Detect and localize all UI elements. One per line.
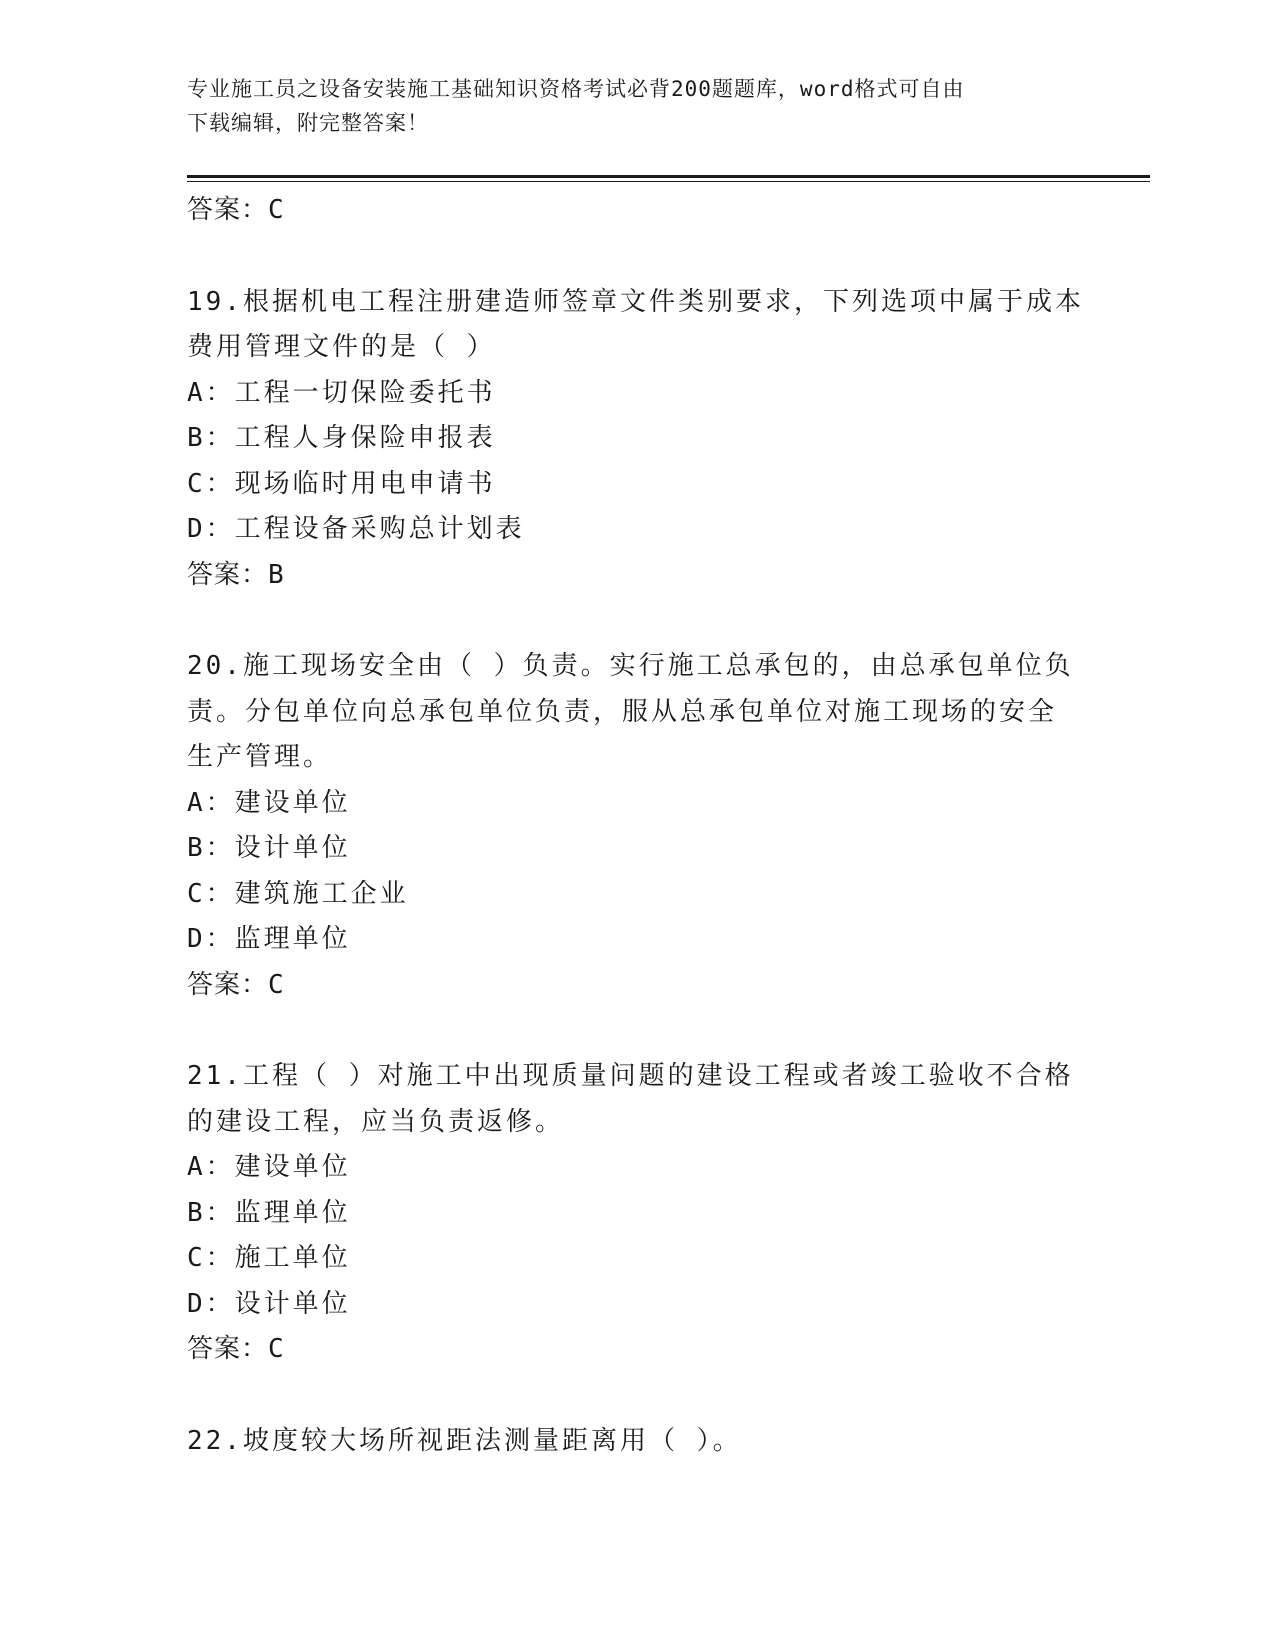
question-19: [187, 280, 1087, 599]
answer: 答案：C: [187, 969, 285, 1000]
option-a: A：工程一切保险委托书: [187, 377, 496, 408]
header-divider-thin: [187, 181, 1150, 182]
question-text-line: 20.施工现场安全由（ ）负责。实行施工总承包的，由总承包单位负: [187, 651, 1074, 681]
document-header: [187, 72, 1087, 140]
spacer: [187, 1373, 1087, 1419]
question-list: [187, 188, 1087, 1464]
question-20: [187, 644, 1087, 1008]
header-divider-thick: [187, 175, 1150, 178]
spacer: [187, 1008, 1087, 1054]
question-text-line: 21.工程（ ）对施工中出现质量问题的建设工程或者竣工验收不合格: [187, 1061, 1074, 1091]
option-d: D：监理单位: [187, 924, 351, 954]
question-22: [187, 1419, 1087, 1465]
previous-answer: 答案：C: [187, 195, 285, 225]
header-line-2: 下载编辑，附完整答案！: [187, 111, 429, 135]
header-line-1: 专业施工员之设备安装施工基础知识资格考试必背200题题库，word格式可自由: [187, 77, 965, 101]
option-b: B：监理单位: [187, 1197, 351, 1228]
option-b: B：工程人身保险申报表: [187, 423, 496, 453]
question-text-line: 责。分包单位向总承包单位负责，服从总承包单位对施工现场的安全: [187, 696, 1058, 727]
question-text-line: 22.坡度较大场所视距法测量距离用（ ）。: [187, 1425, 742, 1456]
answer: 答案：C: [187, 1334, 285, 1364]
option-a: A：建设单位: [187, 1152, 351, 1182]
option-c: C：施工单位: [187, 1243, 351, 1273]
option-d: D：工程设备采购总计划表: [187, 514, 525, 544]
question-21: [187, 1054, 1087, 1373]
option-b: B：设计单位: [187, 833, 351, 863]
question-text-line: 费用管理文件的是（ ）: [187, 332, 496, 362]
spacer: [187, 598, 1087, 644]
question-text-line: 的建设工程，应当负责返修。: [187, 1106, 565, 1137]
option-d: D：设计单位: [187, 1288, 351, 1319]
option-c: C：现场临时用电申请书: [187, 468, 496, 499]
option-c: C：建筑施工企业: [187, 878, 409, 909]
question-text-line: 生产管理。: [187, 742, 333, 772]
spacer: [187, 234, 1087, 280]
answer: 答案：B: [187, 559, 285, 590]
option-a: A：建设单位: [187, 787, 351, 818]
question-text-line: 19.根据机电工程注册建造师签章文件类别要求，下列选项中属于成本: [187, 286, 1084, 317]
